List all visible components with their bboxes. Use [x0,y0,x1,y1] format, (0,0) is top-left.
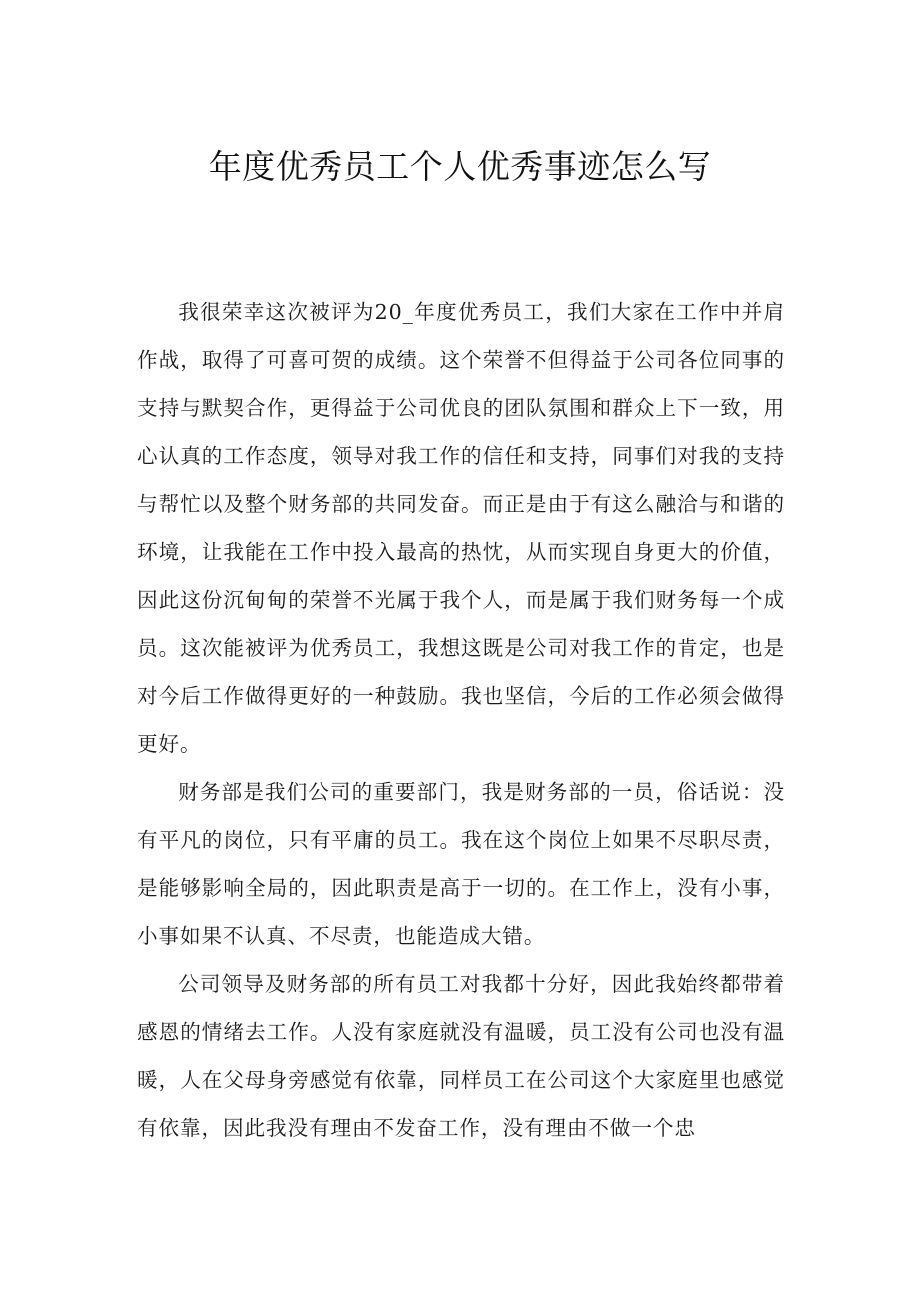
body-paragraph-2: 财务部是我们公司的重要部门，我是财务部的一员，俗话说：没有平凡的岗位，只有平庸的员工。我在这个岗位上如果不尽职尽责，是能够影响全局的，因此职责是高于一切的。在工作上，没有小事，小事如果不认真、不尽责，也能造成大错。 [137,780,785,948]
document-body [137,288,785,1152]
document-title: 年度优秀员工个人优秀事迹怎么写 [208,147,712,186]
body-paragraph-1: 我很荣幸这次被评为20_年度优秀员工，我们大家在工作中并肩作战，取得了可喜可贺的成绩。这个荣誉不但得益于公司各位同事的支持与默契合作，更得益于公司优良的团队氛围和群众上下一致，用心认真的工作态度，领导对我工作的信任和支持，同事们对我的支持与帮忙以及整个财务部的共同发奋。而正是由于有这么融洽与和谐的环境，让我能在工作中投入最高的热忱，从而实现自身更大的价值，因此这份沉甸甸的荣誉不光属于我个人，而是属于我们财务每一个成员。这次能被评为优秀员工，我想这既是公司对我工作的肯定，也是对今后工作做得更好的一种鼓励。我也坚信，今后的工作必须会做得更好。 [137,300,785,756]
body-paragraph-3: 公司领导及财务部的所有员工对我都十分好，因此我始终都带着感恩的情绪去工作。人没有家庭就没有温暖，员工没有公司也没有温暖，人在父母身旁感觉有依靠，同样员工在公司这个大家庭里也感觉有依靠，因此我没有理由不发奋工作，没有理由不做一个忠 [137,972,785,1140]
